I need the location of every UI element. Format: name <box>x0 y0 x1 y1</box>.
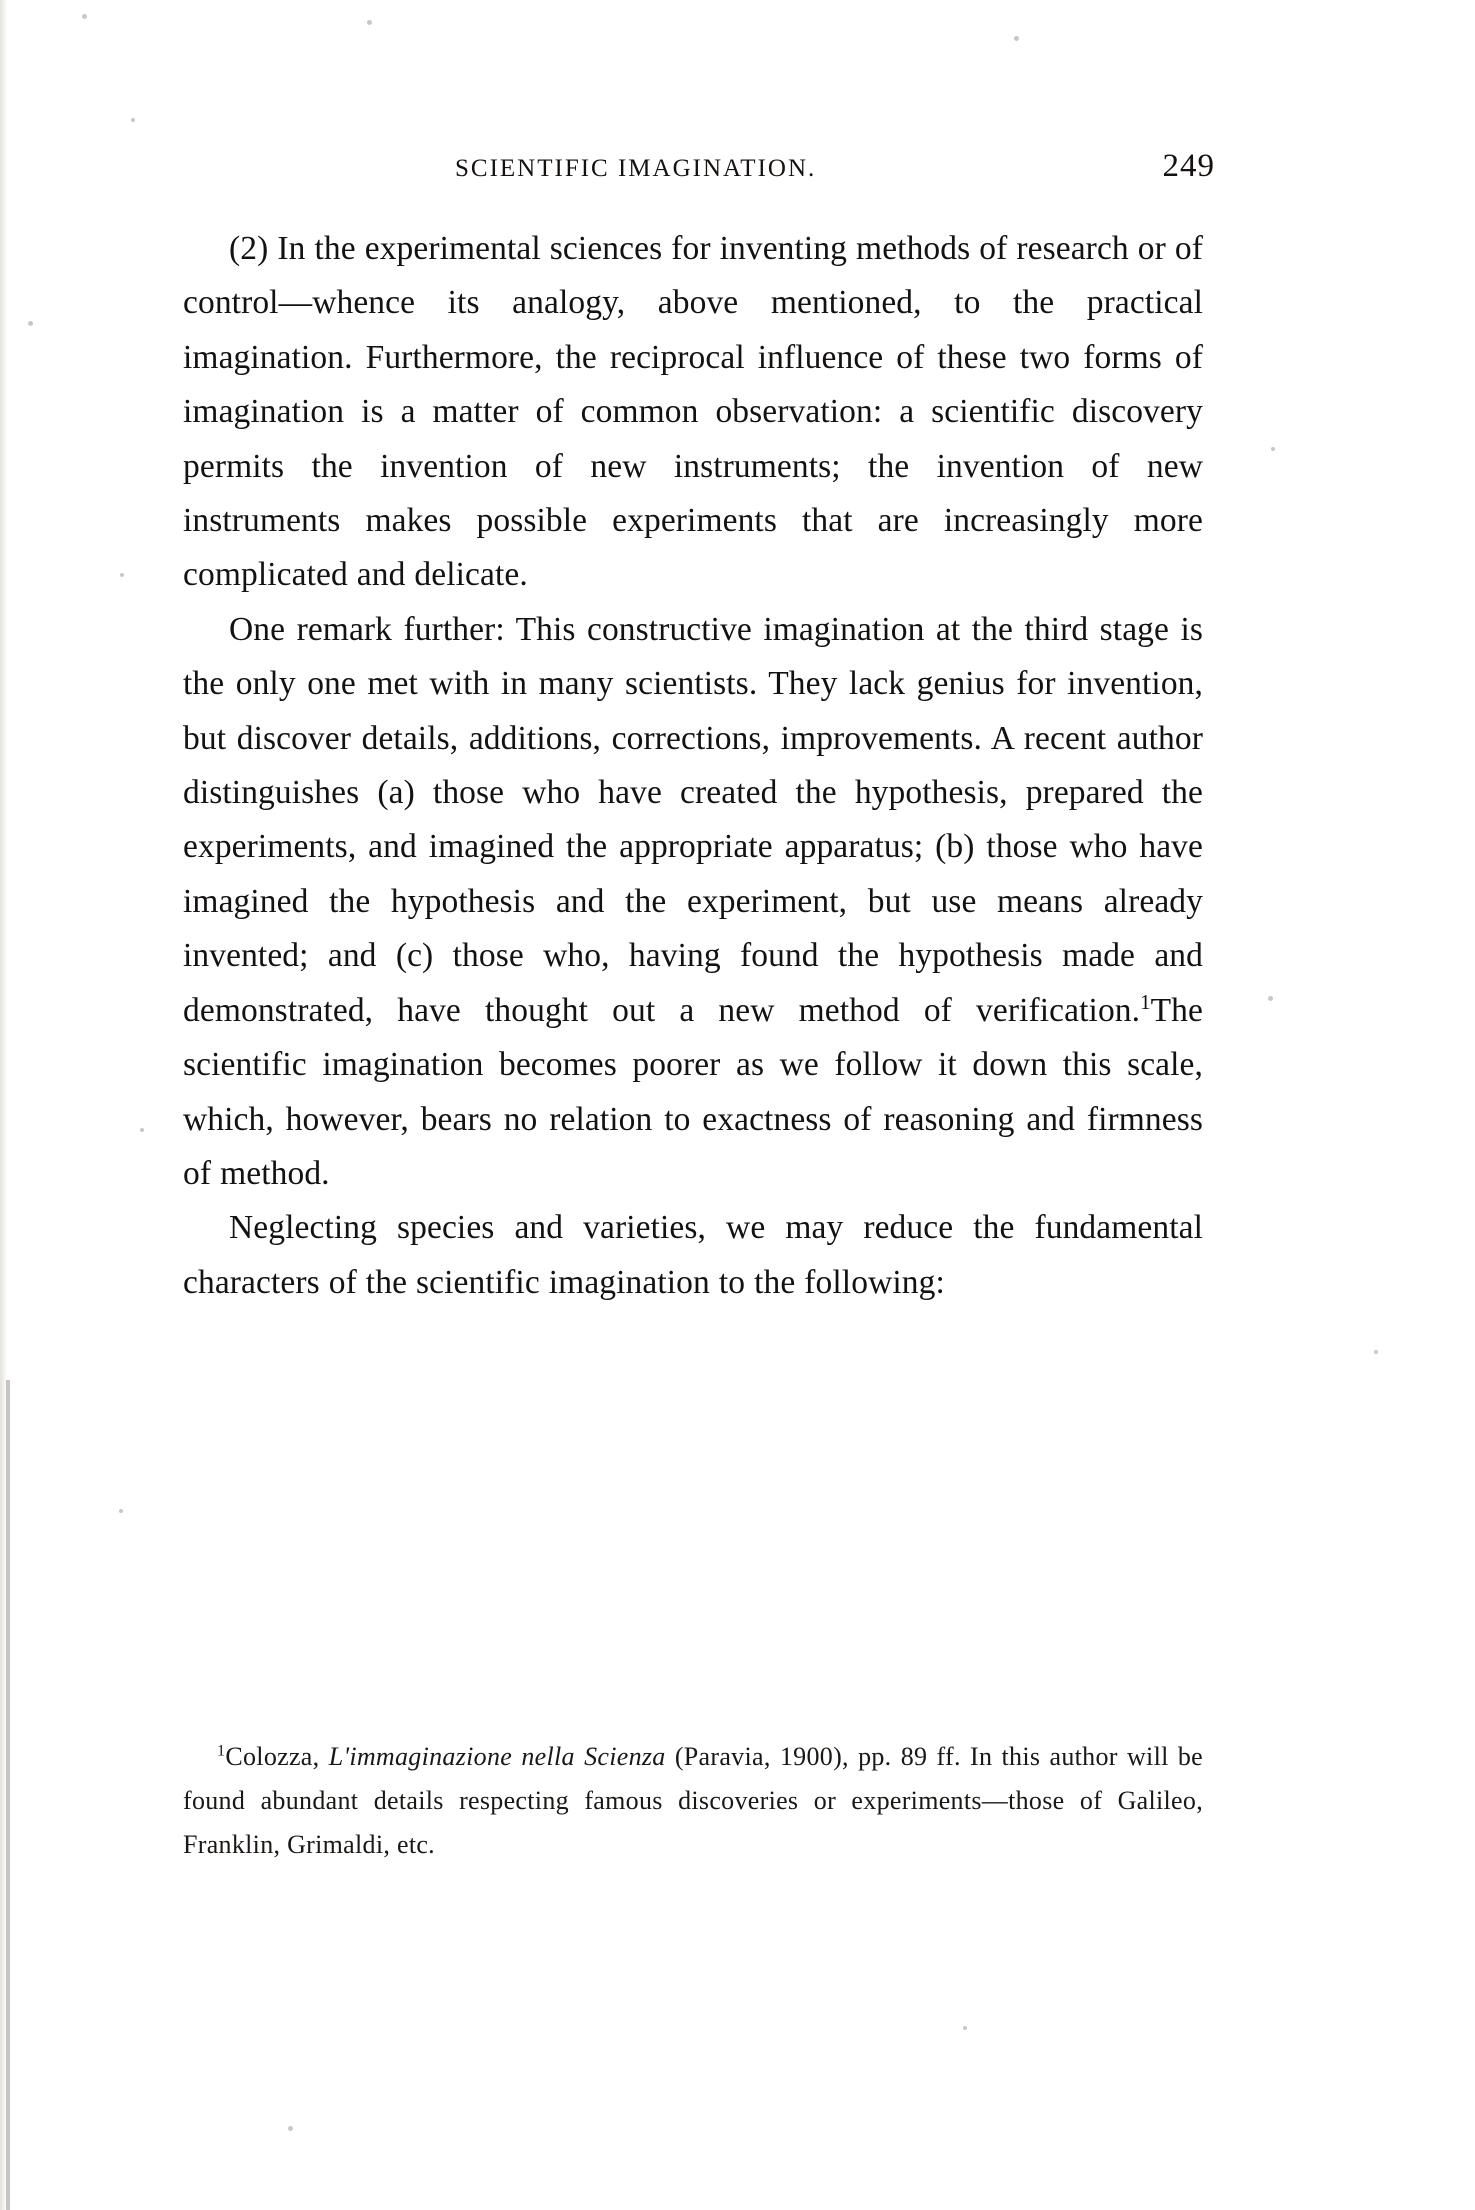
scan-speck <box>288 2126 293 2131</box>
scan-speck <box>963 2026 967 2030</box>
scan-speck <box>1014 36 1019 41</box>
footnote-block <box>183 1735 1203 1867</box>
page-gutter-edge <box>6 1380 10 2210</box>
scan-speck <box>1268 996 1273 1001</box>
running-title: SCIENTIFIC IMAGINATION. <box>455 155 817 182</box>
scan-speck <box>1271 447 1275 451</box>
scan-speck <box>1374 1350 1378 1354</box>
footnote-author: Colozza, <box>225 1742 320 1771</box>
footnote-work-title: L'immaginazione nella Scienza <box>328 1742 666 1771</box>
scan-speck <box>119 1509 123 1513</box>
scan-speck <box>131 118 135 122</box>
scan-speck <box>367 20 372 25</box>
paragraph-1: (2) In the experimental sciences for inventing methods of research or of control—whence its analogy, above mentioned, to the practical imagination. Furthermore, the reciprocal influence of these two forms of imagination is a matter of common observation: a scientific discovery permits the invention of new instruments; the invention of new instruments makes possible experiments that are increasingly more complicated and delicate. <box>183 230 1203 594</box>
body-text-column <box>183 222 1203 1310</box>
scan-speck <box>82 14 87 19</box>
scan-speck <box>140 1128 144 1132</box>
paragraph-2 <box>183 603 1203 1201</box>
page-number: 249 <box>1162 148 1215 184</box>
footnote-marker: 1 <box>217 1742 226 1760</box>
running-head <box>455 148 1215 185</box>
footnote-rest: (Paravia, 1900), pp. 89 ff. In this author will be found abundant details respecting famous discoveries or experiments—those of Galileo, Franklin, Grimaldi, etc. <box>183 1742 1204 1859</box>
paragraph-2-text: One remark further: This constructive imagination at the third stage is the only one met with in many scientists. They lack genius for invention, but discover details, additions, corrections, improvements. A recent author distinguishes (a) those who have created the hypothesis, prepared the experiments, and imagined the appropriate apparatus; (b) those who have imagined the hypothesis and the experiment, but use means already invented; and (c) those who, having found the hypothesis made and demonstrated, have thought out a new method of verification. <box>183 610 1203 1029</box>
footnote-1 <box>183 1735 1203 1867</box>
scan-speck <box>120 573 124 577</box>
paragraph-2-continued: The scientific imagination becomes poorer as we follow it down this scale, which, however, bears no relation to exactness of reasoning and firmness of method. <box>183 991 1203 1192</box>
paragraph-3: Neglecting species and varieties, we may reduce the fundamental characters of the scientific imagination to the following: <box>183 1209 1203 1301</box>
scan-speck <box>28 321 33 326</box>
footnote-reference-marker: 1 <box>1140 990 1151 1014</box>
